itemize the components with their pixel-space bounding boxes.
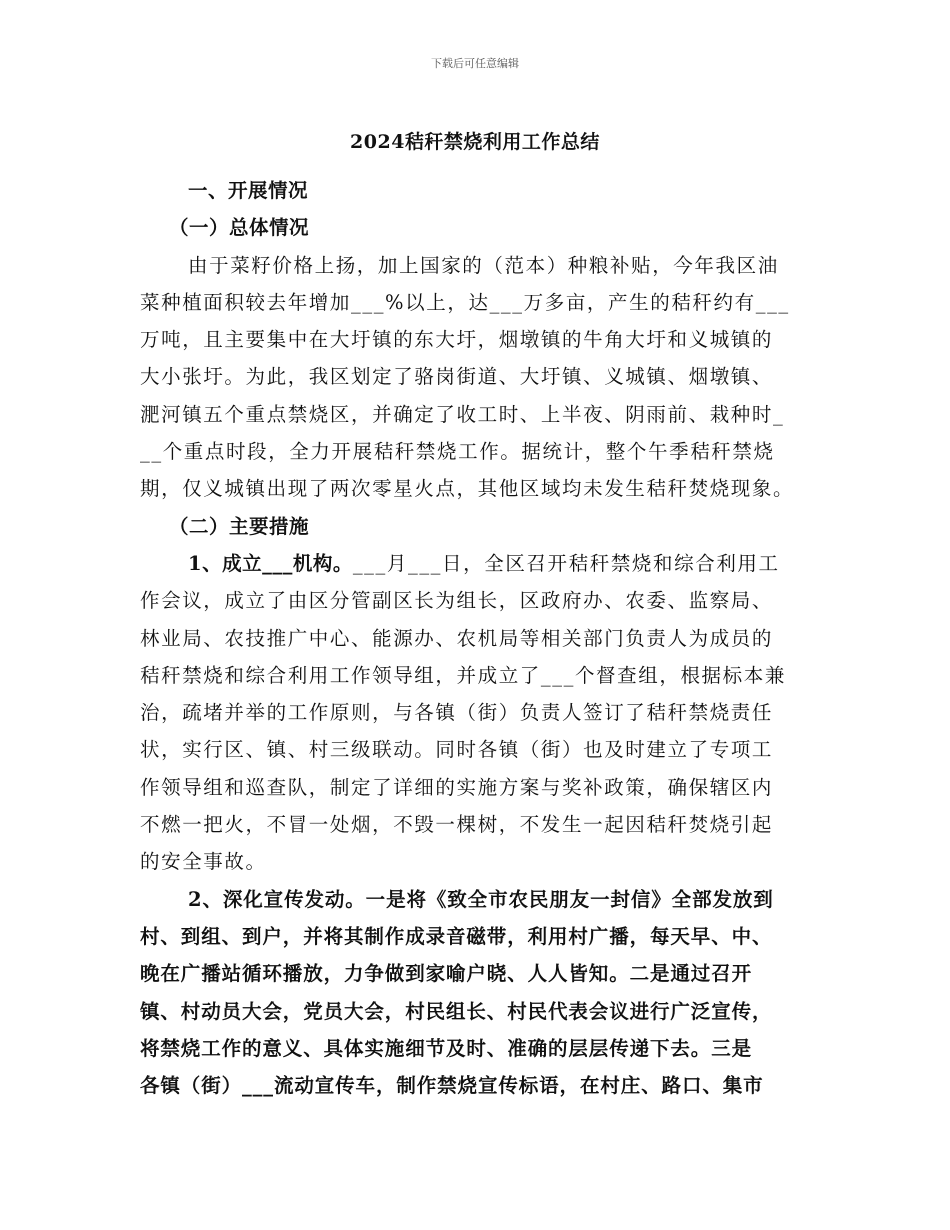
paragraph-line: 状，实行区、镇、村三级联动。同时各镇（街）也及时建立了专项工 [140,738,774,762]
paragraph-line: 村、到组、到户，并将其制作成录音磁带，利用村广播，每天早、中、 [140,924,773,948]
paragraph-line: 作会议，成立了由区分管副区长为组长，区政府办、农委、监察局、 [140,589,774,613]
paragraph-line: 期，仅义城镇出现了两次零星火点，其他区域均未发生秸秆焚烧现象。 [140,477,795,501]
header-note: 下载后可任意编辑 [431,57,519,70]
paragraph-line: 由于菜籽价格上扬，加上国家的（范本）种粮补贴，今年我区油 [188,253,779,277]
paragraph-line: 各镇（街）___流动宣传车，制作禁烧宣传标语，在村庄、路口、集市 [140,1074,764,1098]
paragraph-line: 万吨，且主要集中在大圩镇的东大圩，烟墩镇的牛角大圩和义城镇的 [140,328,774,352]
paragraph-line: 作领导组和巡查队，制定了详细的实施方案与奖补政策，确保辖区内 [140,775,774,799]
paragraph-line: 大小张圩。为此，我区划定了骆岗街道、大圩镇、义城镇、烟墩镇、 [140,365,774,389]
subsection-heading: （二）主要措施 [169,514,310,538]
paragraph-line: 的安全事故。 [140,850,267,874]
paragraph-line: 菜种植面积较去年增加___%以上，达___万多亩，产生的秸秆约有___ [140,290,790,314]
paragraph-line: 林业局、农技推广中心、能源办、农机局等相关部门负责人为成员的 [140,626,774,650]
item-title: 1、成立___机构。 [188,551,353,575]
paragraph-line: 将禁烧工作的意义、具体实施细节及时、准确的层层传递下去。三是 [140,1036,753,1060]
paragraph-line: 不燃一把火，不冒一处烟，不毁一棵树，不发生一起因秸秆焚烧引起 [140,813,774,837]
item-text: ___月___日，全区召开秸秆禁烧和综合利用工 [352,551,780,575]
paragraph-line: 秸秆禁烧和综合利用工作领导组，并成立了___个督查组，根据标本兼 [140,663,786,687]
paragraph-line: 2、深化宣传发动。一是将《致全市农民朋友一封信》全部发放到 [188,887,774,911]
section-heading: 一、开展情况 [188,179,309,202]
paragraph-line [140,545,830,582]
paragraph-line: __个重点时段，全力开展秸秆禁烧工作。据统计，整个午季秸秆禁烧 [140,440,775,464]
paragraph-line: 镇、村动员大会，党员大会，村民组长、村民代表会议进行广泛宣传， [140,999,773,1023]
paragraph-line: 晚在广播站循环播放，力争做到家喻户晓、人人皆知。二是通过召开 [140,962,753,986]
paragraph-line: 治，疏堵并举的工作原则，与各镇（街）负责人签订了秸秆禁烧责任 [140,701,774,725]
paragraph-line: 淝河镇五个重点禁烧区，并确定了收工时、上半夜、阴雨前、栽种时_ [140,402,785,426]
document-body [140,172,830,1104]
document-title: 2024秸秆禁烧利用工作总结 [350,131,600,153]
subsection-heading: （一）总体情况 [169,216,310,240]
